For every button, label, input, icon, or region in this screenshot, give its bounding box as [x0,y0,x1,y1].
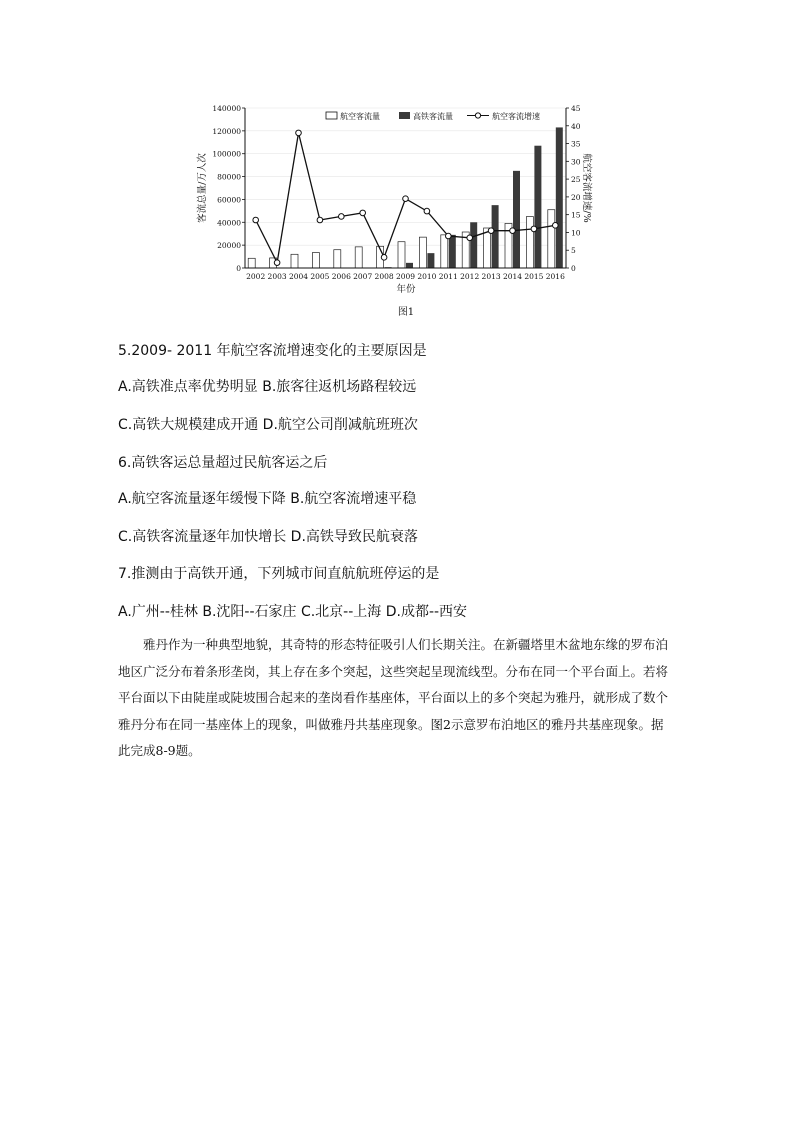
x-tick-label: 2002 [246,272,266,281]
growth-point [360,210,366,216]
x-tick-label: 2008 [374,272,394,281]
growth-point [488,228,494,234]
x-tick-label: 2004 [288,272,309,281]
y-right-tick-label: 40 [571,121,581,131]
air-flow-bar [291,254,298,268]
question-5-options-ab: A.高铁准点率优势明显 B.旅客往返机场路程较远 [118,379,417,395]
growth-point [381,255,387,261]
air-flow-bar [398,242,405,268]
air-flow-bar [526,217,533,268]
y-right-tick-labels [566,104,581,273]
growth-point [446,233,452,239]
y-right-tick-label: 20 [571,192,581,202]
growth-point [253,217,259,223]
x-axis-label: 年份 [396,284,416,295]
x-tick-label: 2016 [545,272,565,281]
growth-point [510,228,516,234]
passenger-flow-chart [195,100,595,322]
legend-label-rail: 高铁客流量 [413,112,453,121]
y-right-tick-label: 0 [571,264,576,273]
air-flow-bar [484,228,491,268]
chart-legend [326,111,540,121]
rail-flow-bar [513,171,520,268]
question-7: 7.推测由于高铁开通，下列城市间直航航班停运的是 [118,566,440,582]
y-left-tick-label: 140000 [212,104,241,113]
growth-point [467,235,473,241]
x-tick-label: 2012 [460,272,480,281]
question-6-options-ab: A.航空客流量逐年缓慢下降 B.航空客流增速平稳 [118,491,417,507]
y-right-tick-label: 25 [571,175,581,185]
y-right-tick-label: 35 [571,139,581,149]
y-right-tick-label: 10 [571,228,581,238]
x-tick-label: 2005 [310,272,330,281]
x-tick-labels [246,272,565,281]
rail-flow-bars [385,127,563,268]
y-left-tick-label: 40000 [217,218,241,228]
y-left-tick-labels [212,104,245,273]
air-flow-bar [355,247,362,268]
rail-flow-bar [470,222,477,268]
y-left-tick-label: 0 [236,264,241,273]
growth-point [296,130,302,136]
rail-flow-bar [406,263,413,268]
x-tick-label: 2014 [502,272,523,281]
y-left-tick-label: 100000 [212,149,241,159]
rail-flow-bar [449,235,456,268]
air-flow-bars [248,210,555,268]
growth-point [317,217,323,223]
question-5: 5.2009- 2011 年航空客流增速变化的主要原因是 [118,343,427,359]
air-flow-bar [312,253,319,268]
question-5-options-cd: C.高铁大规模建成开通 D.航空公司削减航班班次 [118,417,418,433]
x-tick-label: 2015 [524,272,544,281]
y2-axis-label: 航空客流增速/% [581,153,592,223]
question-7-options: A.广州--桂林 B.沈阳--石家庄 C.北京--上海 D.成都--西安 [118,604,468,620]
y-left-tick-label: 60000 [217,195,241,205]
legend-label-air: 航空客流量 [340,112,380,121]
y-left-tick-label: 80000 [217,172,241,182]
air-flow-bar [248,258,255,268]
growth-point [553,223,559,229]
air-flow-bar [441,235,448,268]
air-flow-bar [334,250,341,268]
y-axis-label: 客流总量/万人次 [197,153,208,223]
rail-flow-bar [556,127,563,268]
growth-point [274,260,280,266]
x-tick-label: 2007 [353,272,373,281]
y-right-tick-label: 5 [571,246,576,256]
growth-point [339,214,345,220]
legend-swatch-air [326,112,337,119]
chart-title: 图1 [397,307,415,318]
y-right-tick-label: 45 [571,104,581,113]
growth-point [531,226,537,232]
rail-flow-bar [427,253,434,268]
air-flow-bar [419,237,426,268]
air-flow-bar [548,210,555,268]
y-right-tick-label: 30 [571,157,581,167]
x-tick-label: 2010 [417,272,437,281]
question-6: 6.高铁客运总量超过民航客运之后 [118,455,328,471]
legend-swatch-rail [399,112,410,119]
legend-label-growth: 航空客流增速 [492,112,540,121]
x-tick-label: 2013 [481,272,501,281]
rail-flow-bar [492,205,499,268]
passage-yardang: 雅丹作为一种典型地貌，其奇特的形态特征吸引人们长期关注。在新疆塔里木盆地东缘的罗布泊地区广泛分布着条形垄岗，其上存在多个突起，这些突起呈现流线型。分布在同一个平台面上。若将平台面以下由陡崖或陡坡围合起来的垄岗看作基座体，平台面以上的多个突起为雅丹，就形成了数个雅丹分布在同一基座体上的现象，叫做雅丹共基座现象。图2示意罗布泊地区的雅丹共基座现象。据此完成8-9题。 [118,637,669,758]
y-left-tick-label: 20000 [217,241,241,251]
x-tick-label: 2011 [438,272,458,281]
legend-marker-growth [475,113,480,118]
x-tick-label: 2006 [331,272,351,281]
rail-flow-bar [534,146,541,268]
growth-point [403,196,409,202]
growth-point [424,208,430,214]
y-right-tick-label: 15 [571,210,581,220]
x-tick-label: 2003 [267,272,287,281]
question-6-options-cd: C.高铁客流量逐年加快增长 D.高铁导致民航衰落 [118,529,418,545]
y-left-tick-label: 120000 [212,126,241,136]
x-tick-label: 2009 [395,272,416,281]
